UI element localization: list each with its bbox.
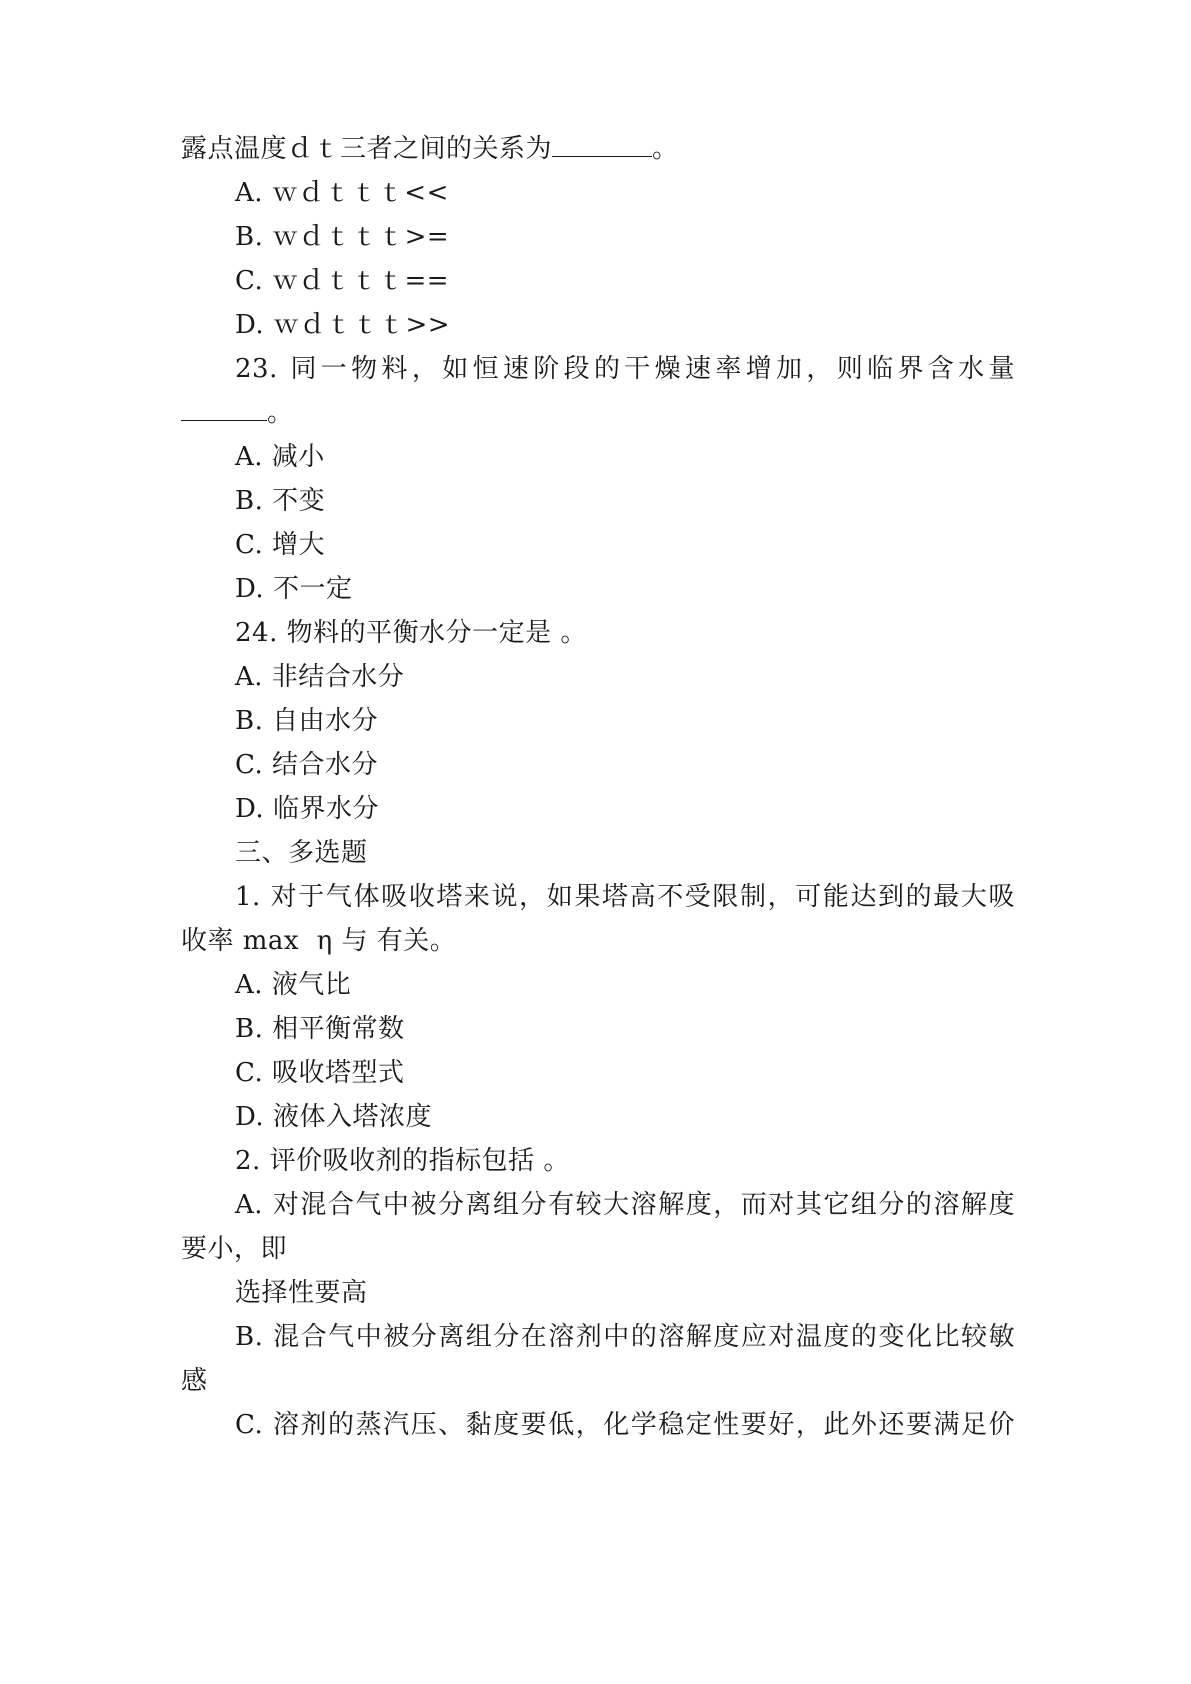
m2-option-b: B. 混合气中被分离组分在溶剂中的溶解度应对温度的变化比较敏 <box>235 1322 1015 1352</box>
q22-option-c: C. ｗｄｔｔｔ== <box>235 266 450 296</box>
q24-option-a: A. 非结合水分 <box>235 662 405 692</box>
question-24: 24. 物料的平衡水分一定是 。 <box>235 618 587 648</box>
m2-option-a: A. 对混合气中被分离组分有较大溶解度，而对其它组分的溶解度 <box>235 1190 1015 1220</box>
question-text: 露点温度ｄｔ三者之间的关系为 <box>181 134 553 164</box>
answer-blank <box>552 134 652 157</box>
q23-option-c: C. 增大 <box>235 530 325 560</box>
m2-option-c: C. 溶剂的蒸汽压、黏度要低，化学稳定性要好，此外还要满足价 <box>235 1410 1015 1440</box>
m1-option-b: B. 相平衡常数 <box>235 1014 405 1044</box>
m1-option-a: A. 液气比 <box>235 970 352 1000</box>
question-22-continuation <box>181 134 679 164</box>
q24-option-d: D. 临界水分 <box>235 794 379 824</box>
m2-option-b-continuation: 感 <box>181 1366 208 1396</box>
answer-blank <box>181 398 267 421</box>
q23-option-a: A. 减小 <box>235 442 325 472</box>
q24-option-c: C. 结合水分 <box>235 750 378 780</box>
m1-option-c: C. 吸收塔型式 <box>235 1058 405 1088</box>
question-23: 23. 同一物料，如恒速阶段的干燥速率增加，则临界含水量 <box>235 354 1015 384</box>
question-end: 。 <box>267 398 294 428</box>
section-heading: 三、多选题 <box>235 838 368 868</box>
m1-option-d: D. 液体入塔浓度 <box>235 1102 432 1132</box>
question-end: 。 <box>652 134 679 164</box>
q22-option-b: B. ｗｄｔｔｔ>= <box>235 222 450 252</box>
multi-question-2: 2. 评价吸收剂的指标包括 。 <box>235 1146 570 1176</box>
q23-option-b: B. 不变 <box>235 486 326 516</box>
q22-option-d: D. ｗｄｔｔｔ>> <box>235 310 451 340</box>
m2-option-a-continuation-2: 选择性要高 <box>235 1278 368 1308</box>
question-23-continuation <box>181 398 294 428</box>
multi-question-1: 1. 对于气体吸收塔来说，如果塔高不受限制，可能达到的最大吸 <box>235 882 1015 912</box>
multi-question-1-continuation: 收率 max η 与 有关。 <box>181 926 457 956</box>
m2-option-a-continuation: 要小，即 <box>181 1234 288 1264</box>
q24-option-b: B. 自由水分 <box>235 706 379 736</box>
q23-option-d: D. 不一定 <box>235 574 353 604</box>
q22-option-a: A. ｗｄｔｔｔ<< <box>235 178 449 208</box>
